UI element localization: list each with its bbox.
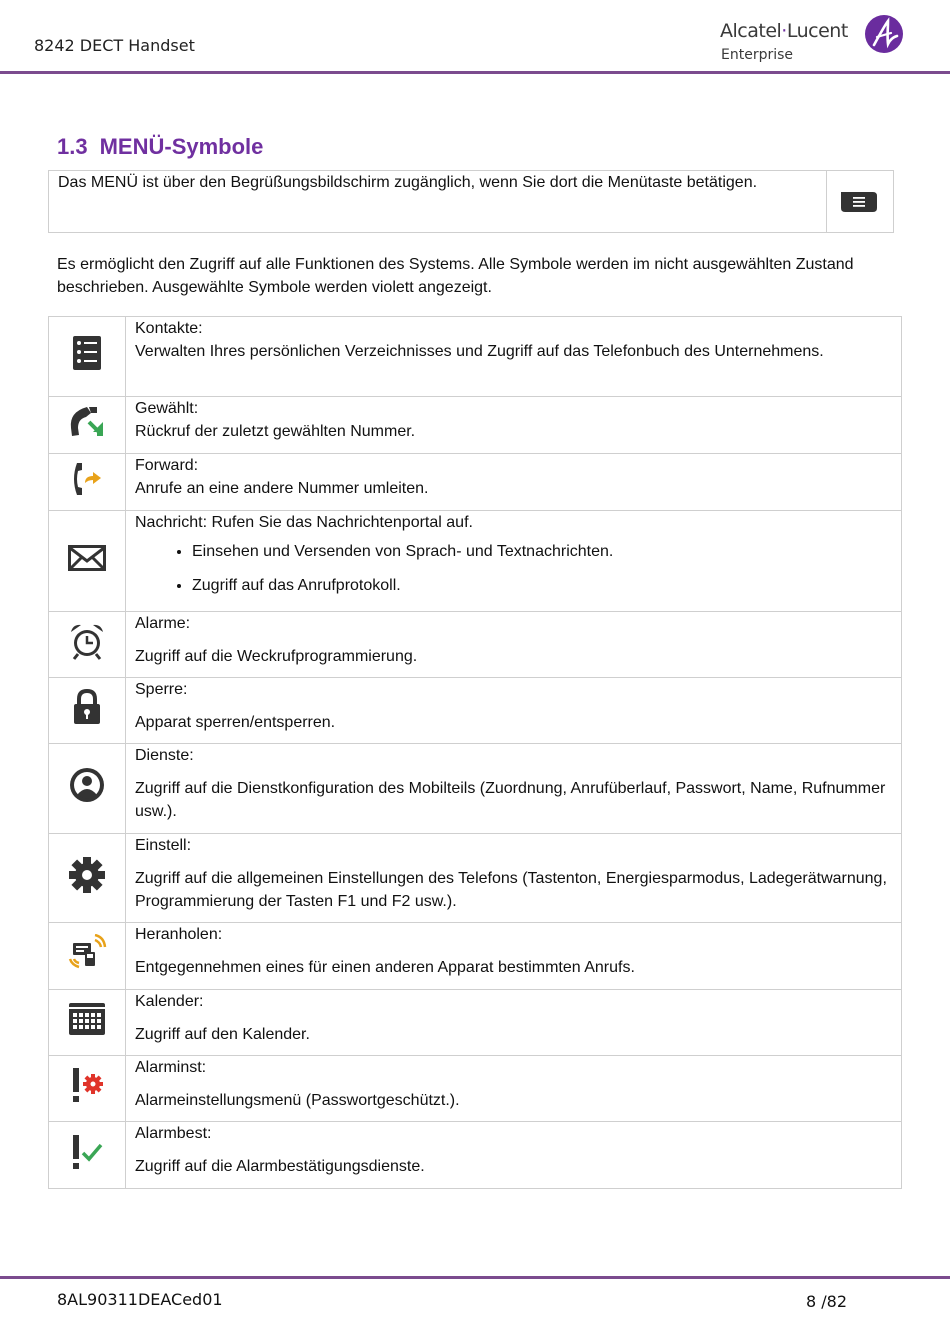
section-heading: 1.3 MENÜ-Symbole (57, 134, 264, 159)
alcatel-lucent-logo (720, 14, 910, 66)
table-row (49, 990, 902, 1056)
logo-subtitle: Enterprise (721, 47, 794, 63)
list-item: • Einsehen und Versenden von Sprach- und Textnachrichten. (192, 540, 893, 563)
item-title: Alarme: (135, 615, 191, 632)
icon-cell (49, 612, 126, 678)
item-text-cell (126, 397, 902, 454)
logo-emblem-icon (864, 14, 904, 54)
item-title: Alarminst: (135, 1059, 207, 1076)
item-text-cell (126, 454, 902, 511)
icon-cell (49, 1122, 126, 1189)
intro-text: Das MENÜ ist über den Begrüßungsbildschirm zugänglich, wenn Sie dort die Menütaste betätigen. (58, 174, 758, 191)
icon-cell (49, 744, 126, 834)
item-description: Zugriff auf die Dienstkonfiguration des Mobilteils (Zuordnung, Anrufüberlauf, Passwort, Name, Rufnummer usw.). (135, 780, 886, 820)
item-description: Zugriff auf den Kalender. (135, 1026, 310, 1043)
item-description: Verwalten Ihres persönlichen Verzeichnisses und Zugriff auf das Telefonbuch des Unternehmens. (135, 343, 824, 360)
item-description: Alarmeinstellungsmenü (Passwortgeschützt.). (135, 1092, 460, 1109)
menu-symbols-table (48, 316, 902, 1189)
message-icon (68, 545, 106, 571)
bullet-list (135, 540, 893, 597)
item-text-cell (126, 1056, 902, 1122)
item-text-cell (126, 923, 902, 990)
settings-gear-icon (68, 856, 106, 894)
item-text-cell (126, 1122, 902, 1189)
table-row (49, 397, 902, 454)
item-title: Kontakte: (135, 320, 203, 337)
document-title: 8242 DECT Handset (34, 36, 195, 55)
alarm-ack-icon (69, 1133, 105, 1171)
services-icon (68, 766, 106, 804)
icon-cell (49, 1056, 126, 1122)
table-row (49, 511, 902, 612)
item-title: Gewählt: (135, 400, 199, 417)
logo-dot: · (781, 20, 787, 42)
item-title: Dienste: (135, 747, 194, 764)
alarm-settings-icon (69, 1066, 105, 1104)
table-row (49, 454, 902, 511)
icon-cell (49, 678, 126, 744)
item-title: Heranholen: (135, 926, 223, 943)
lock-icon (72, 689, 102, 725)
item-text-cell (126, 834, 902, 923)
footer-rule (0, 1276, 950, 1279)
item-text-cell (126, 678, 902, 744)
table-row (49, 834, 902, 923)
item-description: Rückruf der zuletzt gewählten Nummer. (135, 423, 416, 440)
table-row (49, 744, 902, 834)
header-rule (0, 71, 950, 74)
description-paragraph: Es ermöglicht den Zugriff auf alle Funktionen des Systems. Alle Symbole werden im nicht ausgewählten Zustand beschrieben. Ausgewählte Symbole werden violett angezeigt. (57, 256, 854, 296)
list-item: • Zugriff auf das Anrufprotokoll. (192, 574, 893, 597)
icon-cell (49, 511, 126, 612)
item-description: Anrufe an eine andere Nummer umleiten. (135, 480, 429, 497)
item-description: Apparat sperren/entsperren. (135, 714, 336, 731)
item-text-cell (126, 990, 902, 1056)
redial-icon (67, 404, 107, 440)
table-row (49, 317, 902, 397)
forward-icon (67, 459, 107, 499)
table-row (49, 678, 902, 744)
page-number: 8 /82 (806, 1292, 848, 1311)
item-title: Einstell: (135, 837, 192, 854)
table-row (49, 612, 902, 678)
intro-icon-cell (826, 171, 894, 232)
item-text-cell (126, 511, 902, 612)
table-row (49, 1122, 902, 1189)
menu-key-icon (839, 190, 879, 216)
item-description: Entgegennehmen eines für einen anderen Apparat bestimmten Anrufs. (135, 959, 635, 976)
icon-cell (49, 923, 126, 990)
item-description: Zugriff auf die allgemeinen Einstellungen des Telefons (Tastenton, Energiesparmodus, Ladegerätwarnung, Programmierung der Tasten F1 und F2 usw.). (135, 870, 887, 910)
item-title: Forward: (135, 457, 199, 474)
table-row (49, 1056, 902, 1122)
icon-cell (49, 317, 126, 397)
item-title: Alarmbest: (135, 1125, 212, 1142)
document-reference: 8AL90311DEACed01 (57, 1290, 223, 1309)
item-text-cell (126, 317, 902, 397)
logo-text-a: Alcatel (720, 20, 782, 42)
calendar-icon (68, 1002, 106, 1036)
item-title: Kalender: (135, 993, 204, 1010)
icon-cell (49, 454, 126, 511)
logo-text-b: Lucent (786, 20, 848, 42)
pickup-icon (67, 934, 107, 972)
item-text-cell (126, 612, 902, 678)
item-description: Zugriff auf die Alarmbestätigungsdienste. (135, 1158, 425, 1175)
alarm-clock-icon (69, 622, 105, 660)
item-title: Nachricht: Rufen Sie das Nachrichtenportal auf. (135, 514, 473, 531)
icon-cell (49, 990, 126, 1056)
item-title: Sperre: (135, 681, 188, 698)
icon-cell (49, 834, 126, 923)
item-text-cell (126, 744, 902, 834)
intro-box (48, 170, 894, 233)
table-row (49, 923, 902, 990)
icon-cell (49, 397, 126, 454)
contacts-icon (72, 335, 102, 371)
item-description: Zugriff auf die Weckrufprogrammierung. (135, 648, 418, 665)
